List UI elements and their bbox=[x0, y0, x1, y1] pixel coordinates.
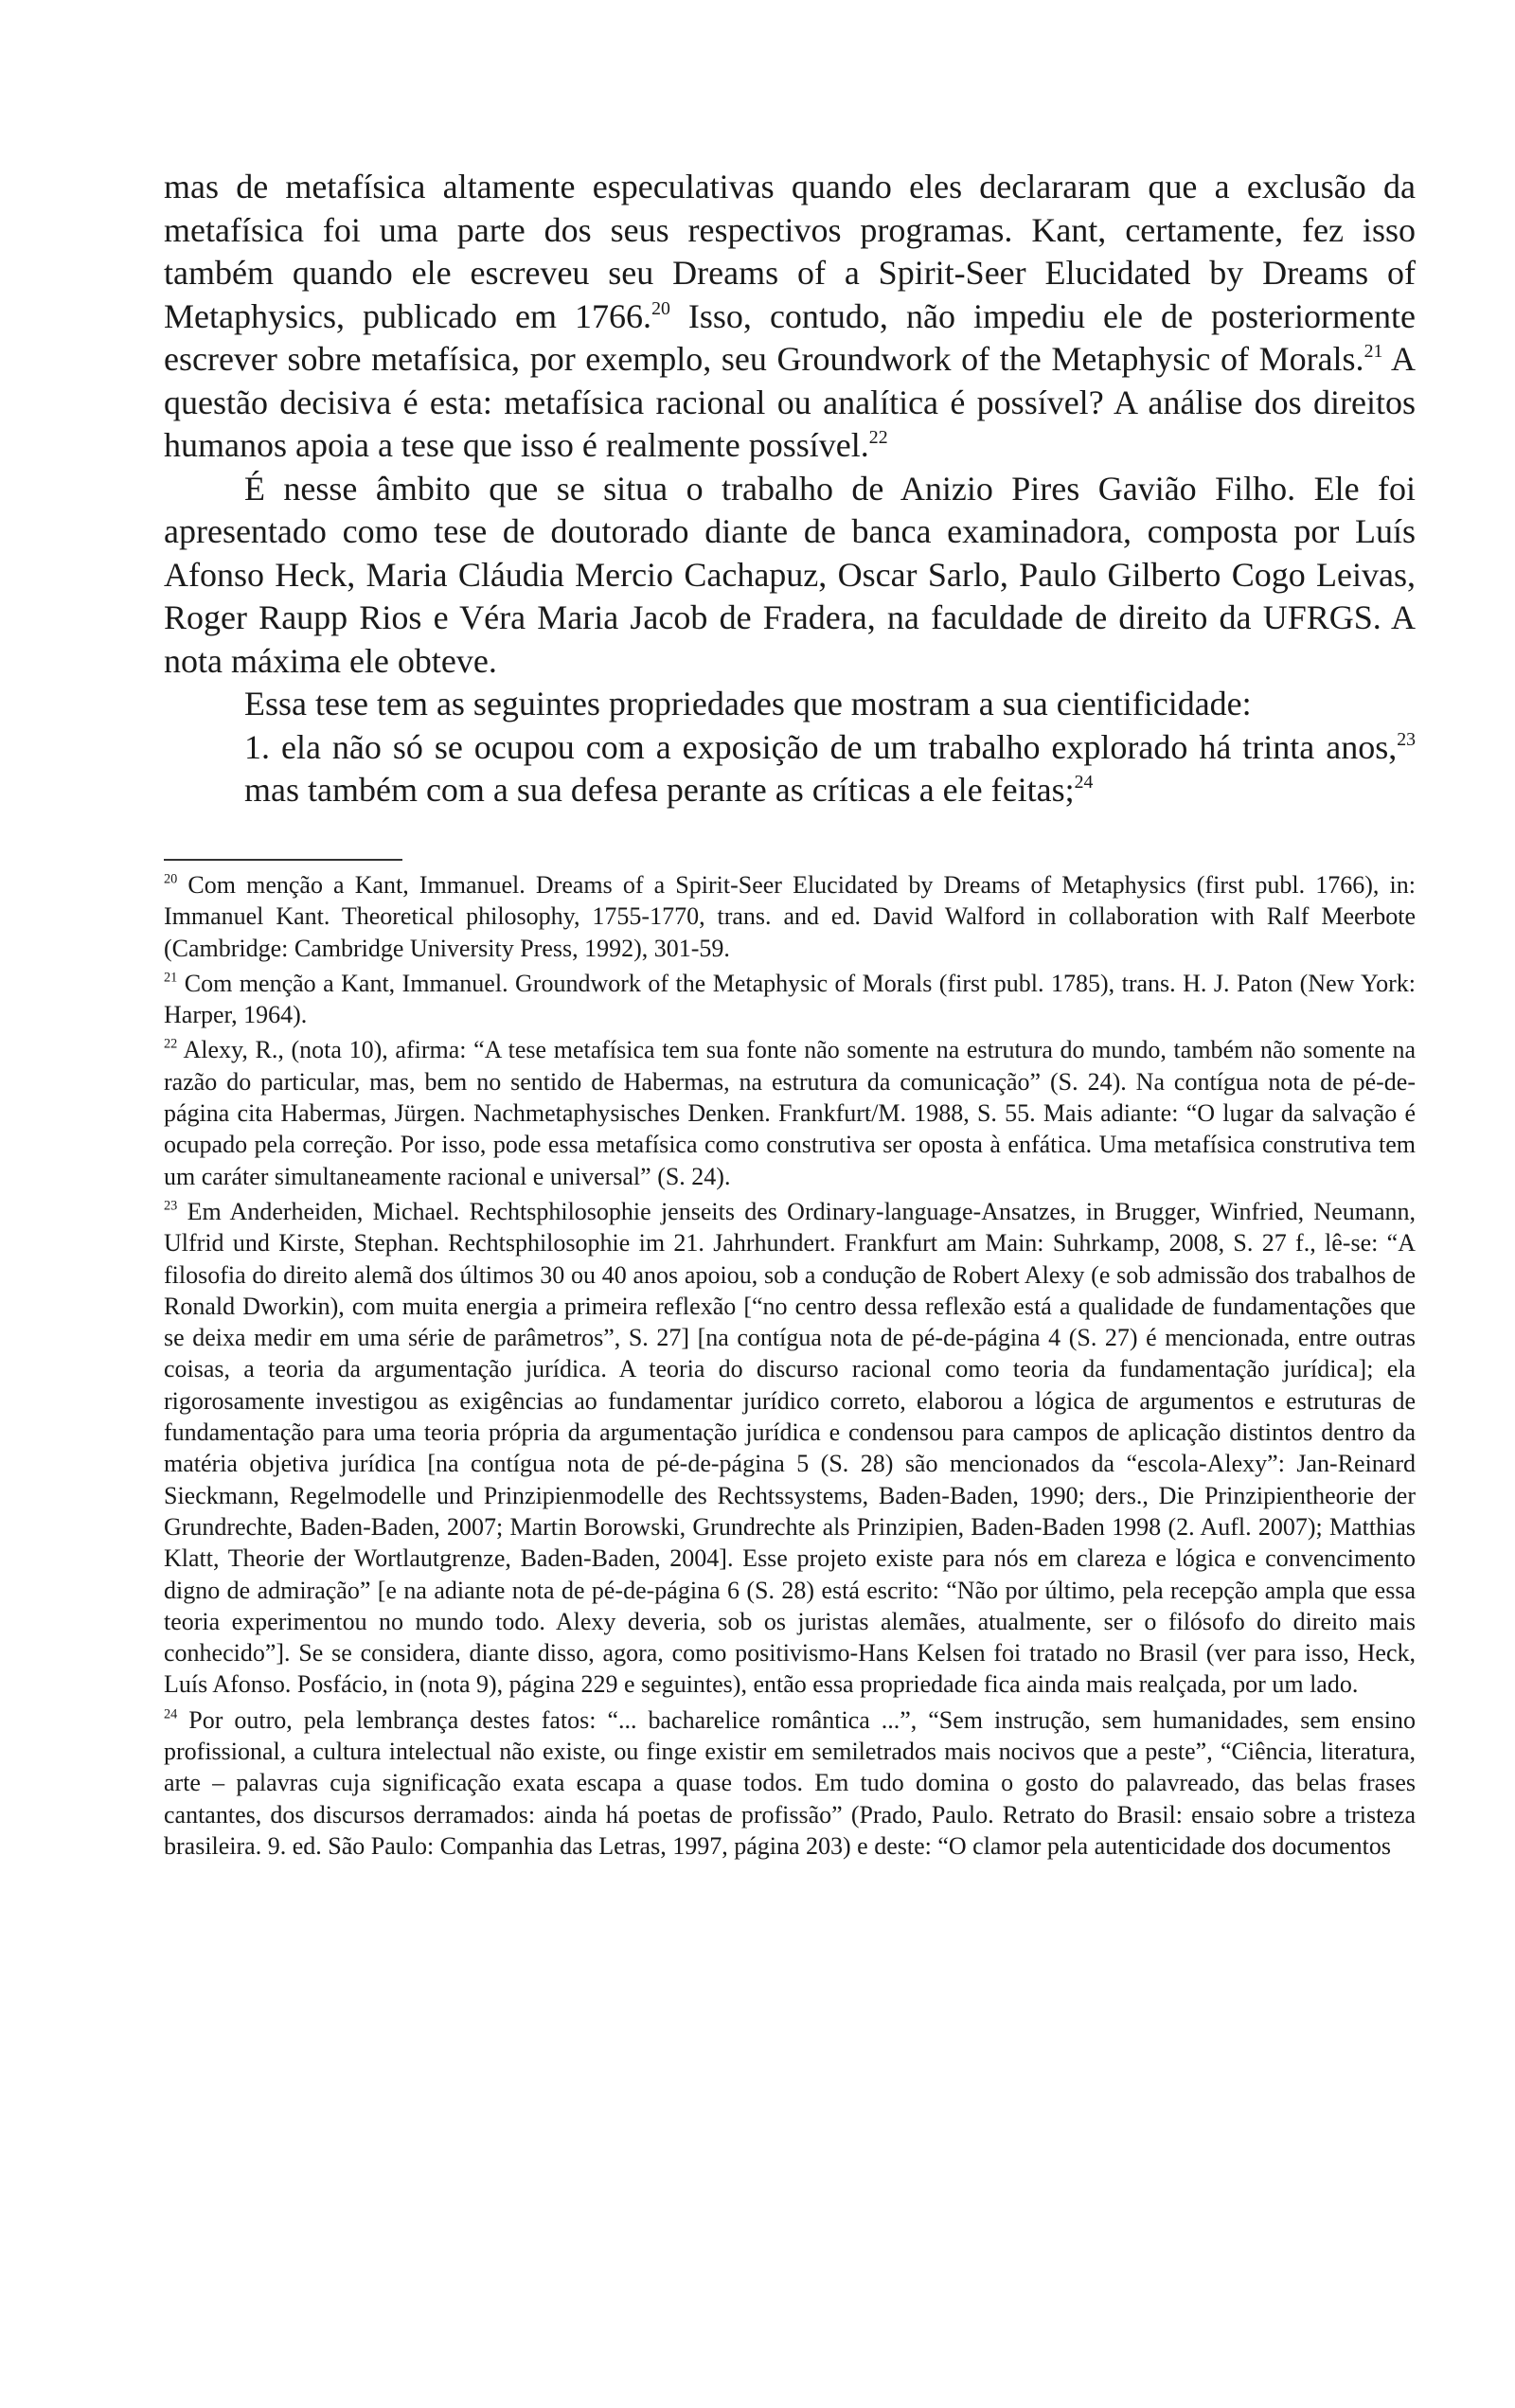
footnote-number: 24 bbox=[164, 1706, 178, 1722]
footnote-ref-21[interactable]: 21 bbox=[1364, 340, 1383, 362]
footnote-number: 23 bbox=[164, 1198, 178, 1214]
paragraph-2: É nesse âmbito que se situa o trabalho de Anizio Pires Gavião Filho. Ele foi apresentado como tese de doutorado diante de banca examinadora, composta por Luís Afonso Heck, Maria Cláudia Mercio Cachapuz, Oscar Sarlo, Paulo Gilberto Cogo Leivas, Roger Raupp Rios e Véra Maria Jacob de Fradera, na faculdade de direito da UFRGS. A nota máxima ele obteve. bbox=[164, 469, 1416, 680]
footnote-separator bbox=[164, 859, 402, 861]
main-text bbox=[164, 166, 1416, 812]
paragraph-3: Essa tese tem as seguintes propriedades que mostram a sua cientificidade: bbox=[244, 685, 1252, 722]
paragraph-1: mas de metafísica altamente especulativas quando eles declararam que a exclusão da metafísica foi uma parte dos seus respectivos programas. Kant, certamente, fez isso também quando ele escreveu seu Dreams of a Spirit-Seer Elucidated by Dreams of Metaphysics, publicado em 1766.20 Isso, contudo, não impediu ele de posteriormente escrever sobre metafísica, por exemplo, seu Groundwork of the Metaphysic of Morals.$^{21}$ A questão decisiva é esta: metafísica racional ou analítica é possível? A análise dos direitos humanos apoia a tese que isso é realmente possível.$^{22}$ bbox=[164, 168, 1416, 464]
footnote-22: $^{22}$ Alexy, R., (nota 10), afirma: “A tese metafísica tem sua fonte não somente na estrutura do mundo, também não somente na razão do particular, mas, bem no sentido de Habermas, na estrutura da comunicação” (S. 24). Na contígua nota de pé-de-página cita Habermas, Jürgen. Nachmetaphysisches Denken. Frankfurt/M. 1988, S. 55. Mais adiante: “O lugar da salvação é ocupado pela correção. Por isso, pode essa metafísica como construtiva ser oposta à enfática. Uma metafísica construtiva tem um caráter simultaneamente racional e universal” (S. 24). bbox=[164, 1036, 1416, 1190]
footnote-23: $^{23}$ Em Anderheiden, Michael. Rechtsphilosophie jenseits des Ordinary-language-Ansatzes, in Brugger, Winfried, Neumann, Ulfrid und Kirste, Stephan. Rechtsphilosophie im 21. Jahrhundert. Frankfurt am Main: Suhrkamp, 2008, S. 27 f., lê-se: “A filosofia do direito alemã dos últimos 30 ou 40 anos apoiou, sob a condução de Robert Alexy (e sob admissão dos trabalhos de Ronald Dworkin), com muita energia a primeira reflexão [“no centro dessa reflexão está a qualidade de fundamentações que se deixa medir em uma série de parâmetros”, S. 27] [na contígua nota de pé-de-página 4 (S. 27) é mencionada, entre outras coisas, a teoria da argumentação jurídica. A teoria do discurso racional como teoria da fundamentação jurídica]; ela rigorosamente investigou as exigências ao fundamentar jurídico correto, elaborou a lógica de argumentos e estruturas de fundamentação para uma teoria própria da argumentação jurídica e condensou para campos de aplicação distintos dentro da matéria objetiva jurídica [na contígua nota de pé-de-página 5 (S. 28) são mencionados da “escola-Alexy”: Jan-Reinard Sieckmann, Regelmodelle und Prinzipienmodelle des Rechtssystems, Baden-Baden, 1990; ders., Die Prinzipientheorie der Grundrechte, Baden-Baden, 2007; Martin Borowski, Grundrechte als Prinzipien, Baden-Baden 1998 (2. Aufl. 2007); Matthias Klatt, Theorie der Wortlautgrenze, Baden-Baden, 2004]. Esse projeto existe para nós em clareza e lógica e convencimento digno de admiração” [e na adiante nota de pé-de-página 6 (S. 28) está escrito: “Não por último, pela recepção ampla que essa teoria experimentou no mundo todo. Alexy deveria, sob os juristas alemães, atualmente, ser o filósofo do direito mais conhecido”]. Se se considera, diante disso, agora, como positivismo-Hans Kelsen foi tratado no Brasil (ver para isso, Heck, Luís Afonso. Posfácio, in (nota 9), página 229 e seguintes), então essa propriedade fica ainda mais realçada, por um lado. bbox=[164, 1197, 1416, 1699]
footnote-24: $^{24}$ Por outro, pela lembrança destes fatos: “... bacharelice romântica ...”, “Sem instrução, sem humanidades, sem ensino profissional, a cultura intelectual não existe, ou finge existir em semiletrados mais nocivos que a peste”, “Ciência, literatura, arte – palavras cuja significação exata escapa a quase todos. Em tudo domina o gosto do palavreado, das belas frases cantantes, dos discursos derramados: ainda há poetas de profissão” (Prado, Paulo. Retrato do Brasil: ensaio sobre a tristeza brasileira. 9. ed. São Paulo: Companhia das Letras, 1997, página 203) e deste: “O clamor pela autenticidade dos documentos bbox=[164, 1705, 1416, 1860]
list-item-1: 1. ela não só se ocupou com a exposição de um trabalho explorado há trinta anos,$^{23}$ mas também com a sua defesa perante as críticas a ele feitas;$^{24}$ bbox=[244, 727, 1416, 809]
footnote-ref-24[interactable]: 24 bbox=[1074, 771, 1094, 793]
footnote-number: 21 bbox=[164, 970, 178, 986]
footnote-ref-22[interactable]: 22 bbox=[868, 426, 888, 448]
footnote-20: $^{20}$ Com menção a Kant, Immanuel. Dreams of a Spirit-Seer Elucidated by Dreams of Metaphysics (first publ. 1766), in: Immanuel Kant. Theoretical philosophy, 1755-1770, trans. and ed. David Walford in collaboration with Ralf Meerbote (Cambridge: Cambridge University Press, 1992), 301-59. bbox=[164, 871, 1416, 962]
footnote-21: $^{21}$ Com menção a Kant, Immanuel. Groundwork of the Metaphysic of Morals (first publ. 1785), trans. H. J. Paton (New York: Harper, 1964). bbox=[164, 969, 1416, 1029]
footnote-ref-23[interactable]: 23 bbox=[1397, 728, 1416, 750]
footnote-ref-20[interactable]: 20 bbox=[651, 297, 670, 319]
footnotes bbox=[164, 869, 1416, 1865]
footnote-number: 22 bbox=[164, 1037, 178, 1053]
footnote-number: 20 bbox=[164, 871, 178, 887]
